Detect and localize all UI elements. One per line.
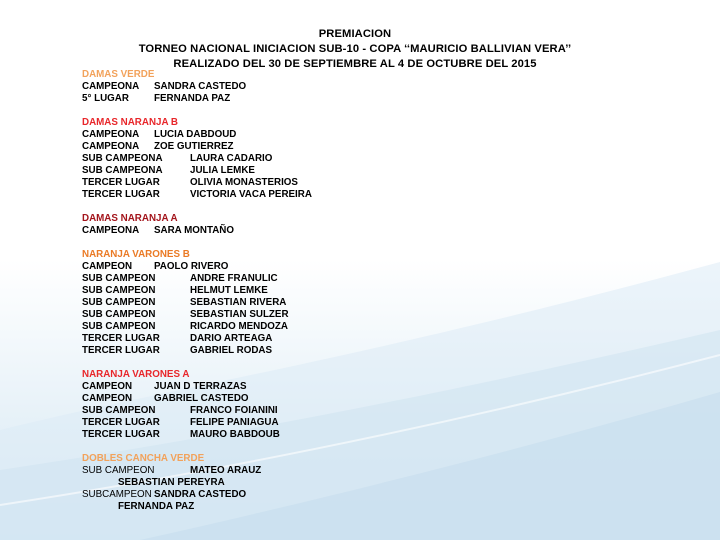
place-label: SUB CAMPEON xyxy=(82,321,156,332)
title-torneo: TORNEO NACIONAL INICIACION SUB-10 - COPA ‘‘MAURICIO BALLIVIAN VERA’’ xyxy=(138,43,572,55)
player-name: ZOE GUTIERREZ xyxy=(154,141,234,152)
slide: PREMIACION TORNEO NACIONAL INICIACION SUB-10 - COPA ‘‘MAURICIO BALLIVIAN VERA’’ REALIZADO DEL 30 DE SEPTIEMBRE AL 4 DE OCTUBRE DEL 2015 DAMAS VERDE CAMPEONA SANDRA CASTEDO 5° LUGAR FERNANDA PAZ DAMAS NARANJA B CAMPEONA LUCIA DABDOUD CAMPEONA ZOE GUTIERREZ SUB CAMPEONA LAURA CADARIO SUB CAMPEONA JULIA LEMKE TERCER LUGAR OLIVIA MONASTERIOS TERCER LUGAR VICTORIA VACA PEREIRA DAMAS NARANJA A CAMPEONA SARA MONTAÑO NARANJA VARONES B CAMPEON PAOLO RIVERO SUB CAMPEON ANDRE FRANULIC SUB CAMPEON HELMUT LEMKE SUB CAMPEON SEBASTIAN RIVERA SUB CAMPEON SEBASTIAN SULZER SUB CAMPEON RICARDO MENDOZA TERCER LUGAR DARIO ARTEAGA TERCER LUGAR GABRIEL RODAS NARANJA VARONES A CAMPEON JUAN D TERRAZAS CAMPEON GABRIEL CASTEDO SUB CAMPEON FRANCO FOIANINI TERCER LUGAR FELIPE PANIAGUA TERCER LUGAR MAURO BABDOUB DOBLES CANCHA VERDE SUB CAMPEON MATEO ARAUZ SEBASTIAN PEREYRA SUBCAMPEON SANDRA CASTEDO FERNANDA PAZ xyxy=(0,0,720,540)
player-name: PAOLO RIVERO xyxy=(154,261,229,272)
player-name: LUCIA DABDOUD xyxy=(154,129,237,140)
place-label: TERCER LUGAR xyxy=(82,345,160,356)
place-label: CAMPEONA xyxy=(82,141,140,152)
title-block xyxy=(0,27,710,72)
player-name: SANDRA CASTEDO xyxy=(154,81,247,92)
place-label: CAMPEONA xyxy=(82,129,140,140)
player-name: ANDRE FRANULIC xyxy=(190,273,278,284)
player-name: FERNANDA PAZ xyxy=(154,93,231,104)
place-label: CAMPEONA xyxy=(82,81,140,92)
partner-name: FERNANDA PAZ xyxy=(118,501,195,512)
place-label: TERCER LUGAR xyxy=(82,177,160,188)
player-name: JULIA LEMKE xyxy=(190,165,255,176)
place-label: SUB CAMPEONA xyxy=(82,153,163,164)
player-name: OLIVIA MONASTERIOS xyxy=(190,177,298,188)
place-label: SUB CAMPEON xyxy=(82,309,156,320)
place-label: CAMPEON xyxy=(82,261,133,272)
title-fechas: REALIZADO DEL 30 DE SEPTIEMBRE AL 4 DE OCTUBRE DEL 2015 xyxy=(173,58,537,70)
place-label: SUB CAMPEON xyxy=(82,405,156,416)
place-label: SUB CAMPEON xyxy=(82,285,156,296)
place-label: SUB CAMPEON xyxy=(82,297,156,308)
place-label: CAMPEON xyxy=(82,381,133,392)
player-name: SANDRA CASTEDO xyxy=(154,489,247,500)
place-label: 5° LUGAR xyxy=(82,93,129,104)
player-name: MATEO ARAUZ xyxy=(190,465,262,476)
place-label: TERCER LUGAR xyxy=(82,333,160,344)
player-name: SARA MONTAÑO xyxy=(154,225,235,236)
place-label: SUB CAMPEON xyxy=(82,273,156,284)
player-name: MAURO BABDOUB xyxy=(190,429,280,440)
player-name: LAURA CADARIO xyxy=(190,153,273,164)
place-label: SUBCAMPEON xyxy=(82,489,152,500)
player-name: GABRIEL RODAS xyxy=(190,345,273,356)
player-name: RICARDO MENDOZA xyxy=(190,321,288,332)
player-name: VICTORIA VACA PEREIRA xyxy=(190,189,312,200)
partner-name: SEBASTIAN PEREYRA xyxy=(118,477,225,488)
player-name: FRANCO FOIANINI xyxy=(190,405,278,416)
place-label: SUB CAMPEONA xyxy=(82,165,163,176)
place-label: CAMPEONA xyxy=(82,225,140,236)
place-label: CAMPEON xyxy=(82,393,133,404)
player-name: HELMUT LEMKE xyxy=(190,285,268,296)
place-label: TERCER LUGAR xyxy=(82,189,160,200)
place-label: TERCER LUGAR xyxy=(82,417,160,428)
player-name: SEBASTIAN RIVERA xyxy=(190,297,287,308)
player-name: JUAN D TERRAZAS xyxy=(154,381,247,392)
player-name: GABRIEL CASTEDO xyxy=(154,393,249,404)
player-name: FELIPE PANIAGUA xyxy=(190,417,279,428)
place-label: TERCER LUGAR xyxy=(82,429,160,440)
player-name: SEBASTIAN SULZER xyxy=(190,309,289,320)
title-premiacion: PREMIACION xyxy=(318,28,392,40)
player-name: DARIO ARTEAGA xyxy=(190,333,273,344)
place-label: SUB CAMPEON xyxy=(82,465,155,476)
